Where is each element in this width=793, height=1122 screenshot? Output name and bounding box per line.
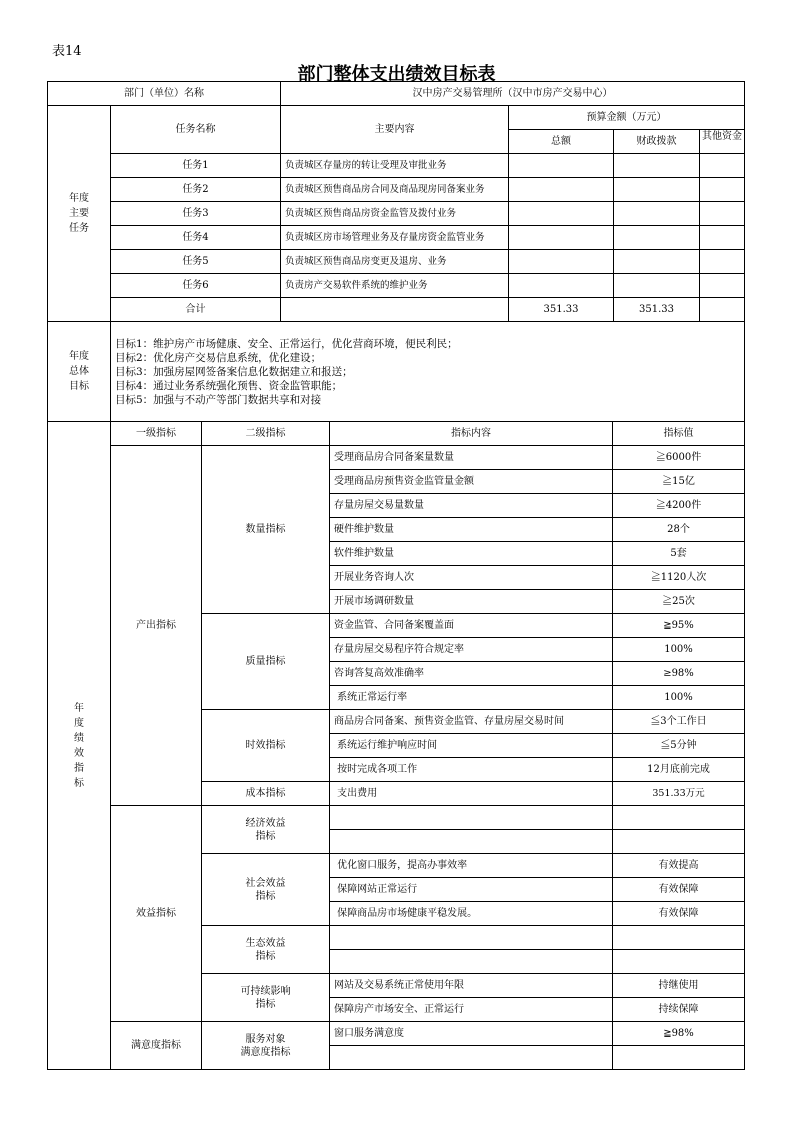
task-row <box>48 250 745 274</box>
indicator-value: 持继使用 <box>613 974 745 998</box>
economic-benefit-label: 经济效益 指标 <box>202 806 330 854</box>
indicator-content: 系统正常运行率 <box>330 686 613 710</box>
task-row <box>48 226 745 250</box>
indicator-content: 网站及交易系统正常使用年限 <box>330 974 613 998</box>
indicator-value: ≧4200件 <box>613 494 745 518</box>
task-name: 任务5 <box>111 250 281 274</box>
total-row <box>48 298 745 322</box>
table-row <box>48 806 745 830</box>
indicator-content: 存量房屋交易量数量 <box>330 494 613 518</box>
total-fiscal: 351.33 <box>614 298 700 322</box>
other-funds-header: 其他资金 <box>700 130 745 154</box>
social-benefit-label: 社会效益 指标 <box>202 854 330 926</box>
indicator-value: 351.33万元 <box>613 782 745 806</box>
dept-name-label: 部门（单位）名称 <box>48 82 281 106</box>
indicator-content: 受理商品房预售资金监管量金额 <box>330 470 613 494</box>
table-row <box>48 1022 745 1046</box>
indicator-value: 5套 <box>613 542 745 566</box>
annual-tasks-label: 年度 主要 任务 <box>48 106 111 322</box>
task-table <box>47 81 745 422</box>
cost-indicators-label: 成本指标 <box>202 782 330 806</box>
sustainable-impact-label: 可持续影响 指标 <box>202 974 330 1022</box>
indicator-value: 100% <box>613 638 745 662</box>
indicator-content: 商品房合同备案、预售资金监管、存量房屋交易时间 <box>330 710 613 734</box>
indicator-value: 有效提高 <box>613 854 745 878</box>
indicator-content: 保障房产市场安全、正常运行 <box>330 998 613 1022</box>
quality-indicators-label: 质量指标 <box>202 614 330 710</box>
indicator-value: ≥98% <box>613 662 745 686</box>
task-content: 负责城区存量房的转让受理及审批业务 <box>281 154 509 178</box>
indicator-content: 软件维护数量 <box>330 542 613 566</box>
indicator-value: ≧6000件 <box>613 446 745 470</box>
task-name: 任务3 <box>111 202 281 226</box>
task-row <box>48 202 745 226</box>
task-content: 负责城区预售商品房变更及退房、业务 <box>281 250 509 274</box>
goal-line: 目标3：加强房屋网签备案信息化数据建立和报送； <box>115 365 353 378</box>
indicator-content: 硬件维护数量 <box>330 518 613 542</box>
indicator-content-header: 指标内容 <box>330 422 613 446</box>
indicator-value: 持续保障 <box>613 998 745 1022</box>
goal-line: 目标5：加强与不动产等部门数据共享和对接 <box>115 393 322 406</box>
indicator-value-header: 指标值 <box>613 422 745 446</box>
benefit-indicators-label: 效益指标 <box>111 806 202 1022</box>
level1-header: 一级指标 <box>111 422 202 446</box>
fiscal-header: 财政拨款 <box>614 130 700 154</box>
annual-goals-text <box>111 322 745 422</box>
task-name-header: 任务名称 <box>111 106 281 154</box>
indicator-value: 12月底前完成 <box>613 758 745 782</box>
indicator-content: 按时完成各项工作 <box>330 758 613 782</box>
indicator-value: 28个 <box>613 518 745 542</box>
service-satisfaction-label: 服务对象 满意度指标 <box>202 1022 330 1070</box>
ecological-benefit-label: 生态效益 指标 <box>202 926 330 974</box>
table-row <box>48 446 745 470</box>
indicator-value: ≦3个工作日 <box>613 710 745 734</box>
satisfaction-indicators-label: 满意度指标 <box>111 1022 202 1070</box>
task-name: 任务2 <box>111 178 281 202</box>
indicator-value: ≧25次 <box>613 590 745 614</box>
indicator-value: 100% <box>613 686 745 710</box>
task-row <box>48 274 745 298</box>
task-content: 负责房产交易软件系统的维护业务 <box>281 274 509 298</box>
task-row <box>48 178 745 202</box>
performance-indicators-label: 年 度 绩 效 指 标 <box>48 422 111 1070</box>
indicator-content: 支出费用 <box>330 782 613 806</box>
total-amount: 351.33 <box>509 298 614 322</box>
goal-line: 目标4：通过业务系统强化预售、资金监管职能； <box>115 379 343 392</box>
indicator-content: 优化窗口服务，提高办事效率 <box>330 854 613 878</box>
task-content: 负责城区房市场管理业务及存量房资金监管业务 <box>281 226 509 250</box>
dept-name-value: 汉中房产交易管理所（汉中市房产交易中心） <box>281 82 745 106</box>
task-name: 任务4 <box>111 226 281 250</box>
indicator-content: 存量房屋交易程序符合规定率 <box>330 638 613 662</box>
indicator-content: 系统运行维护响应时间 <box>330 734 613 758</box>
indicator-content: 窗口服务满意度 <box>330 1022 613 1046</box>
indicator-value: ≦5分钟 <box>613 734 745 758</box>
indicator-content: 资金监管、合同备案覆盖面 <box>330 614 613 638</box>
annual-goals-label: 年度 总体 目标 <box>48 322 111 422</box>
total-amount-header: 总额 <box>509 130 614 154</box>
indicator-value: ≧95% <box>613 614 745 638</box>
indicator-content: 开展业务咨询人次 <box>330 566 613 590</box>
task-name: 任务1 <box>111 154 281 178</box>
goal-line: 目标2：优化房产交易信息系统，优化建设； <box>115 351 322 364</box>
indicator-table <box>47 421 745 1070</box>
indicator-value: ≧15亿 <box>613 470 745 494</box>
budget-header: 预算金额（万元） <box>509 106 745 130</box>
task-content: 负责城区预售商品房合同及商品现房同备案业务 <box>281 178 509 202</box>
indicator-value: 有效保障 <box>613 878 745 902</box>
task-row <box>48 154 745 178</box>
indicator-content: 保障网站正常运行 <box>330 878 613 902</box>
document-title: 部门整体支出绩效目标表 <box>297 64 496 85</box>
indicator-content: 保障商品房市场健康平稳发展。 <box>330 902 613 926</box>
output-indicators-label: 产出指标 <box>111 446 202 806</box>
total-label: 合计 <box>111 298 281 322</box>
task-content: 负责城区预售商品房资金监管及拨付业务 <box>281 202 509 226</box>
page-label: 表14 <box>52 44 82 59</box>
main-content-header: 主要内容 <box>281 106 509 154</box>
task-name: 任务6 <box>111 274 281 298</box>
timeliness-indicators-label: 时效指标 <box>202 710 330 782</box>
goal-line: 目标1：维护房产市场健康、安全、正常运行，优化营商环境，便民利民； <box>115 337 458 350</box>
indicator-value: ≧1120人次 <box>613 566 745 590</box>
indicator-content: 开展市场调研数量 <box>330 590 613 614</box>
indicator-value: 有效保障 <box>613 902 745 926</box>
indicator-value: ≧98% <box>613 1022 745 1046</box>
level2-header: 二级指标 <box>202 422 330 446</box>
quantity-indicators-label: 数量指标 <box>202 446 330 614</box>
indicator-content: 咨询答复高效准确率 <box>330 662 613 686</box>
indicator-content: 受理商品房合同备案量数量 <box>330 446 613 470</box>
